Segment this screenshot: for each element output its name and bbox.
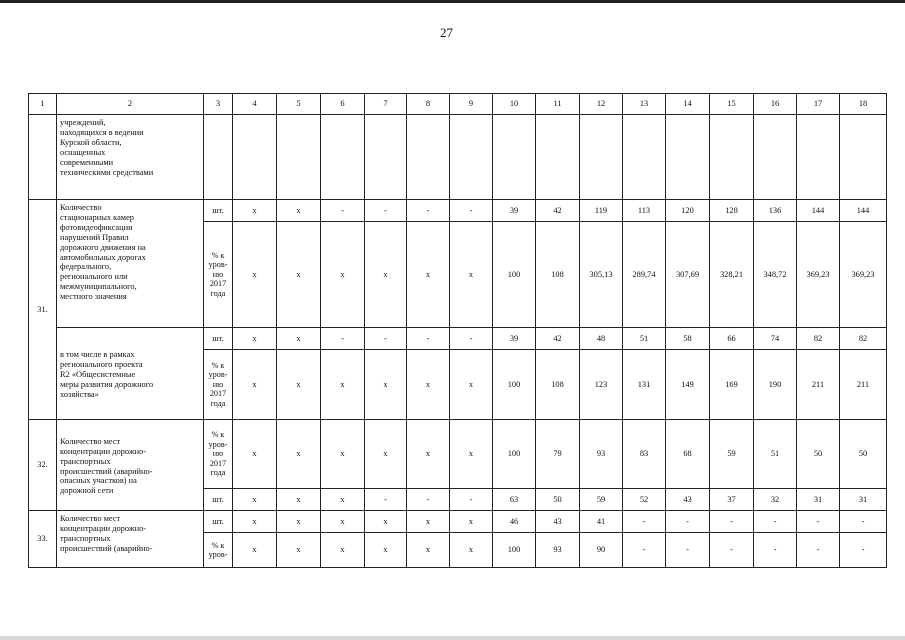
value-cell: 50 [797, 420, 840, 489]
value-cell: 136 [754, 200, 797, 222]
value-cell: х [407, 350, 450, 420]
value-cell: х [277, 420, 321, 489]
value-cell [277, 115, 321, 200]
value-cell: - [840, 511, 887, 533]
value-cell: 37 [710, 489, 754, 511]
value-cell: 93 [536, 533, 580, 568]
value-cell: 108 [536, 350, 580, 420]
table-row [29, 94, 887, 115]
value-cell: - [407, 328, 450, 350]
value-cell: 31 [797, 489, 840, 511]
value-cell: 120 [666, 200, 710, 222]
value-cell: 46 [493, 511, 536, 533]
column-header: 17 [797, 94, 840, 115]
value-cell: х [450, 511, 493, 533]
value-cell: 90 [580, 533, 623, 568]
value-cell: 100 [493, 420, 536, 489]
value-cell: 348,72 [754, 222, 797, 328]
value-cell [840, 115, 887, 200]
value-cell: х [407, 511, 450, 533]
value-cell: 31 [840, 489, 887, 511]
table-row [29, 115, 887, 200]
value-cell: х [321, 420, 365, 489]
value-cell: 32 [754, 489, 797, 511]
column-header: 7 [365, 94, 407, 115]
value-cell: х [277, 222, 321, 328]
value-cell: - [754, 511, 797, 533]
value-cell: х [277, 533, 321, 568]
unit-cell: % к уров- ню 2017 года [204, 350, 233, 420]
column-header: 4 [233, 94, 277, 115]
value-cell: - [623, 533, 666, 568]
column-header: 8 [407, 94, 450, 115]
value-cell: х [233, 533, 277, 568]
column-header: 14 [666, 94, 710, 115]
row-number: 31. [29, 200, 57, 420]
value-cell: х [321, 511, 365, 533]
value-cell: х [365, 350, 407, 420]
value-cell: - [623, 511, 666, 533]
value-cell: х [233, 420, 277, 489]
value-cell: - [450, 328, 493, 350]
value-cell: 43 [536, 511, 580, 533]
value-cell: х [365, 420, 407, 489]
unit-cell: % к уров- [204, 533, 233, 568]
value-cell: 113 [623, 200, 666, 222]
column-header: 11 [536, 94, 580, 115]
table-row [29, 420, 887, 489]
value-cell [321, 115, 365, 200]
value-cell [580, 115, 623, 200]
value-cell: х [233, 489, 277, 511]
table-row [29, 511, 887, 533]
value-cell [623, 115, 666, 200]
value-cell: - [710, 511, 754, 533]
value-cell: - [666, 511, 710, 533]
value-cell: х [450, 420, 493, 489]
value-cell: х [277, 328, 321, 350]
value-cell: 63 [493, 489, 536, 511]
value-cell [666, 115, 710, 200]
value-cell: х [233, 511, 277, 533]
unit-cell: % к уров- ню 2017 года [204, 222, 233, 328]
row-number: 33. [29, 511, 57, 568]
value-cell: 305,13 [580, 222, 623, 328]
indicator-description: Количество стационарных камер фотовидеофиксации нарушений Правил дорожного движения на автомобильных дорогах федерального, регионального или межмуниципального, местного значения [57, 200, 204, 328]
value-cell: х [450, 222, 493, 328]
value-cell: 144 [797, 200, 840, 222]
value-cell: 82 [840, 328, 887, 350]
value-cell: 42 [536, 200, 580, 222]
unit-cell: % к уров- ню 2017 года [204, 420, 233, 489]
value-cell [493, 115, 536, 200]
value-cell: - [710, 533, 754, 568]
value-cell: 52 [623, 489, 666, 511]
value-cell: 369,23 [840, 222, 887, 328]
value-cell: 128 [710, 200, 754, 222]
value-cell: 41 [580, 511, 623, 533]
value-cell: х [450, 533, 493, 568]
value-cell: 48 [580, 328, 623, 350]
page-number: 27 [440, 25, 453, 40]
column-header: 15 [710, 94, 754, 115]
value-cell: 211 [840, 350, 887, 420]
value-cell: 59 [580, 489, 623, 511]
column-header: 1 [29, 94, 57, 115]
value-cell: 369,23 [797, 222, 840, 328]
value-cell: 119 [580, 200, 623, 222]
value-cell: - [754, 533, 797, 568]
value-cell: 289,74 [623, 222, 666, 328]
value-cell: 211 [797, 350, 840, 420]
column-header: 13 [623, 94, 666, 115]
value-cell: х [277, 200, 321, 222]
value-cell: 131 [623, 350, 666, 420]
value-cell: 83 [623, 420, 666, 489]
column-header: 6 [321, 94, 365, 115]
value-cell: 123 [580, 350, 623, 420]
value-cell: 307,69 [666, 222, 710, 328]
column-header: 9 [450, 94, 493, 115]
value-cell [754, 115, 797, 200]
value-cell: 39 [493, 200, 536, 222]
table-row [29, 200, 887, 222]
value-cell: - [797, 511, 840, 533]
column-header: 3 [204, 94, 233, 115]
value-cell: - [840, 533, 887, 568]
value-cell [536, 115, 580, 200]
value-cell: х [407, 533, 450, 568]
value-cell: 328,21 [710, 222, 754, 328]
column-header: 10 [493, 94, 536, 115]
value-cell: 51 [623, 328, 666, 350]
value-cell: 39 [493, 328, 536, 350]
value-cell: 100 [493, 533, 536, 568]
value-cell: х [407, 420, 450, 489]
value-cell: - [450, 200, 493, 222]
indicator-description: в том числе в рамках регионального проекта R2 «Общесистемные меры развития дорожного хозяйства» [57, 328, 204, 420]
value-cell: х [277, 511, 321, 533]
column-header: 5 [277, 94, 321, 115]
value-cell: х [407, 222, 450, 328]
value-cell: х [321, 350, 365, 420]
row-number-cell [29, 115, 57, 200]
column-header: 18 [840, 94, 887, 115]
value-cell: 79 [536, 420, 580, 489]
value-cell: х [365, 511, 407, 533]
value-cell [365, 115, 407, 200]
column-header: 12 [580, 94, 623, 115]
value-cell: 50 [536, 489, 580, 511]
value-cell: 190 [754, 350, 797, 420]
value-cell: 93 [580, 420, 623, 489]
value-cell: 144 [840, 200, 887, 222]
indicator-table [28, 93, 887, 568]
value-cell: х [233, 328, 277, 350]
value-cell: 74 [754, 328, 797, 350]
value-cell: х [365, 533, 407, 568]
value-cell: - [407, 489, 450, 511]
value-cell: х [321, 222, 365, 328]
value-cell: - [321, 328, 365, 350]
value-cell: 42 [536, 328, 580, 350]
value-cell: х [450, 350, 493, 420]
value-cell: 149 [666, 350, 710, 420]
value-cell: х [321, 489, 365, 511]
value-cell: - [450, 489, 493, 511]
value-cell: х [233, 222, 277, 328]
value-cell: 43 [666, 489, 710, 511]
value-cell: - [365, 200, 407, 222]
value-cell: 169 [710, 350, 754, 420]
indicator-description: Количество мест концентрации дорожно- транспортных происшествий (аварийно- [57, 511, 204, 568]
value-cell: х [277, 489, 321, 511]
table-row [29, 328, 887, 350]
indicator-description: Количество мест концентрации дорожно- транспортных происшествий (аварийно- опасных участков) на дорожной сети [57, 420, 204, 511]
value-cell: 82 [797, 328, 840, 350]
unit-cell: шт. [204, 489, 233, 511]
value-cell [233, 115, 277, 200]
value-cell: - [797, 533, 840, 568]
value-cell [204, 115, 233, 200]
value-cell: - [365, 328, 407, 350]
value-cell [407, 115, 450, 200]
value-cell: 108 [536, 222, 580, 328]
value-cell: - [407, 200, 450, 222]
value-cell: 58 [666, 328, 710, 350]
scan-top-edge [0, 0, 905, 3]
value-cell: - [666, 533, 710, 568]
unit-cell: шт. [204, 511, 233, 533]
value-cell: 68 [666, 420, 710, 489]
value-cell: х [365, 222, 407, 328]
value-cell: х [277, 350, 321, 420]
value-cell: 66 [710, 328, 754, 350]
value-cell: 100 [493, 350, 536, 420]
value-cell: х [233, 200, 277, 222]
value-cell [450, 115, 493, 200]
unit-cell: шт. [204, 200, 233, 222]
value-cell: 50 [840, 420, 887, 489]
value-cell: - [321, 200, 365, 222]
value-cell: 51 [754, 420, 797, 489]
unit-cell: шт. [204, 328, 233, 350]
value-cell: 59 [710, 420, 754, 489]
value-cell: 100 [493, 222, 536, 328]
value-cell: х [233, 350, 277, 420]
scan-bottom-edge [0, 636, 905, 640]
row-number: 32. [29, 420, 57, 511]
value-cell [797, 115, 840, 200]
value-cell [710, 115, 754, 200]
value-cell: - [365, 489, 407, 511]
column-header: 16 [754, 94, 797, 115]
column-header: 2 [57, 94, 204, 115]
value-cell: х [321, 533, 365, 568]
indicator-description: учреждений, находящихся в ведении Курской области, оснащенных современными техническими средствами [57, 115, 204, 200]
